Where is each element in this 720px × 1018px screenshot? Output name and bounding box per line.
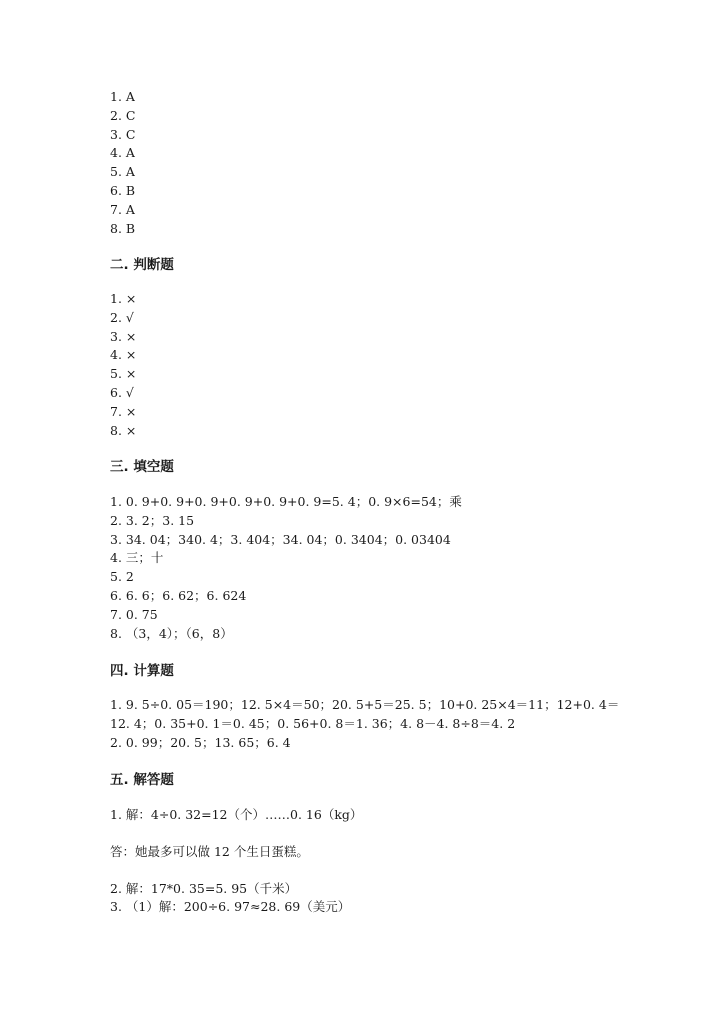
list-item: 1. 9. 5÷0. 05＝190；12. 5×4＝50；20. 5+5＝25. 5；10+0. 25×4＝11；12+0. 4＝ <box>110 697 620 712</box>
section-heading-fill-blank: 三. 填空题 <box>110 459 174 475</box>
judgement-answers-list <box>110 290 620 440</box>
answer-q1: 答：她最多可以做 12 个生日蛋糕。 <box>110 844 309 859</box>
list-item: 8. B <box>110 220 136 236</box>
list-item: 7. × <box>110 403 137 419</box>
calculation-answers-list <box>110 696 620 752</box>
list-item: 6. B <box>110 182 136 198</box>
list-item: 4. 三；十 <box>110 550 164 566</box>
list-item: 2. 0. 99；20. 5；13. 65；6. 4 <box>110 734 291 750</box>
list-item: 6. √ <box>110 384 134 400</box>
solution-q1: 1. 解：4÷0. 32=12（个）……0. 16（kg） <box>110 807 363 822</box>
section-heading-solutions: 五. 解答题 <box>110 772 174 788</box>
list-item: 7. A <box>110 201 135 217</box>
list-item: 8. × <box>110 422 137 438</box>
list-item-continuation: 12. 4；0. 35+0. 1＝0. 45；0. 56+0. 8＝1. 36；4. 8－4. 8÷8＝4. 2 <box>110 715 516 731</box>
solution-q3: 3. （1）解：200÷6. 97≈28. 69（美元） <box>110 899 351 914</box>
list-item: 4. A <box>110 145 135 161</box>
section-heading-calculation: 四. 计算题 <box>110 663 174 679</box>
list-item: 7. 0. 75 <box>110 606 158 622</box>
section-heading-judgement: 二. 判断题 <box>110 257 174 273</box>
list-item: 4. × <box>110 347 137 363</box>
fill-blank-answers-list <box>110 493 620 643</box>
list-item: 2. C <box>110 107 136 123</box>
list-item: 5. 2 <box>110 569 134 585</box>
solution-q2: 2. 解：17*0. 35=5. 95（千米） <box>110 881 298 896</box>
list-item: 1. 0. 9+0. 9+0. 9+0. 9+0. 9+0. 9=5. 4；0. 9×6=54；乘 <box>110 494 462 509</box>
list-item: 5. A <box>110 164 135 180</box>
list-item: 2. 3. 2；3. 15 <box>110 512 195 528</box>
list-item: 8. （3，4）；（6，8） <box>110 625 233 641</box>
list-item: 1. A <box>110 89 135 104</box>
choice-answers-list <box>110 88 620 238</box>
list-item: 3. C <box>110 126 136 142</box>
list-item: 1. × <box>110 291 137 306</box>
list-item: 3. 34. 04；340. 4；3. 404；34. 04；0. 3404；0. 03404 <box>110 531 451 547</box>
list-item: 6. 6. 6；6. 62；6. 624 <box>110 587 247 603</box>
list-item: 2. √ <box>110 309 134 325</box>
list-item: 5. × <box>110 366 137 382</box>
list-item: 3. × <box>110 328 137 344</box>
